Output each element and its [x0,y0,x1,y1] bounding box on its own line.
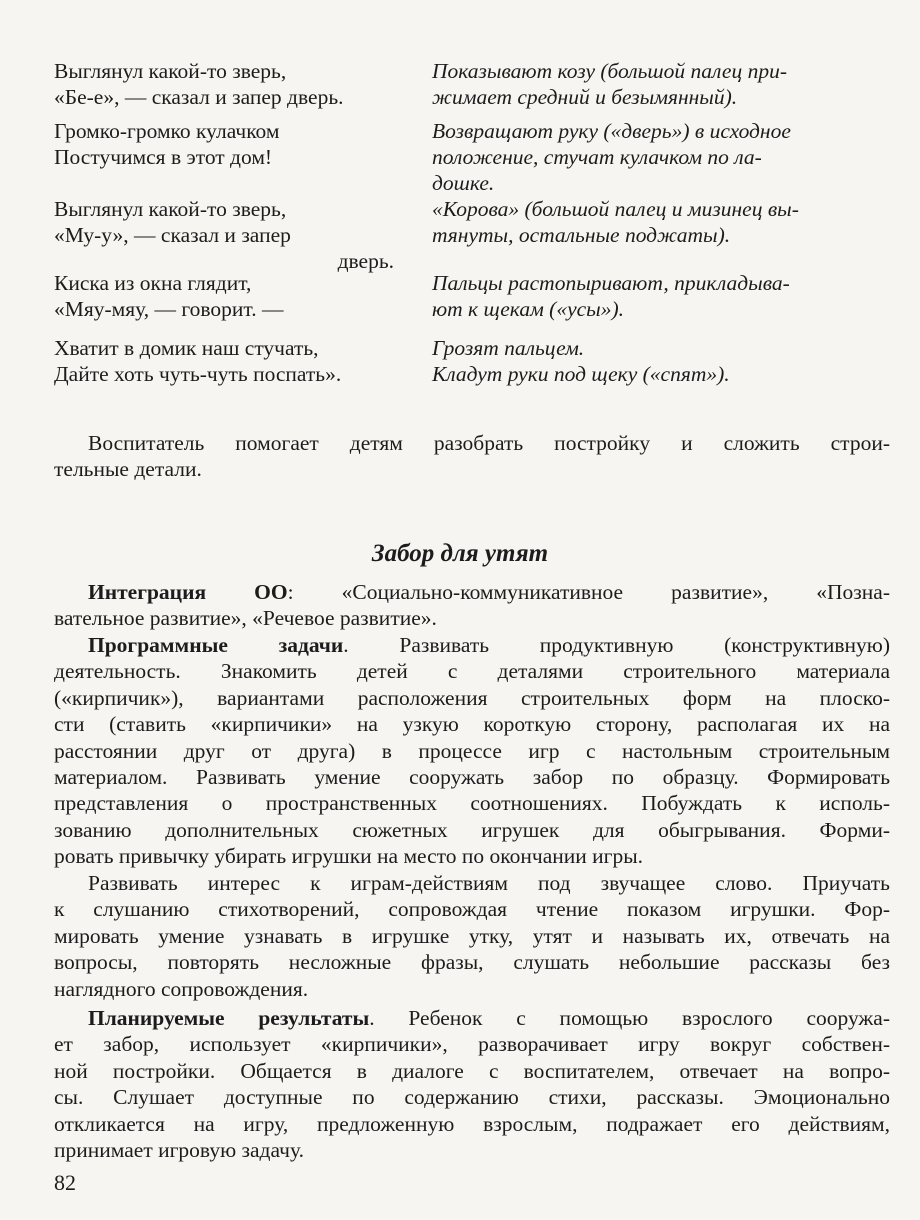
poem-action [432,270,882,322]
paragraph-line: мировать умение узнавать в игрушке утку, утят и называть их, отвечать на [54,923,890,948]
paragraph-line [54,579,890,605]
verse-line: Постучимся в этот дом! [54,145,273,169]
tasks-text: . Развивать продуктивную (конструктивную) [343,633,890,657]
tasks-label: Программные задачи [88,633,344,657]
paragraph-line: вательное развитие», «Речевое развитие». [54,606,437,631]
paragraph-line: зованию дополнительных сюжетных игрушек для обыгрывания. Форми- [54,817,890,842]
paragraph-line: ной постройки. Общается в диалоге с воспитателем, отвечает на вопро- [54,1058,890,1083]
verse-line: Выглянул какой-то зверь, [54,197,287,221]
paragraph-line: Развивать интерес к играм-действиям под звучащее слово. Приучать [88,871,890,895]
action-line: Грозят пальцем. [432,336,585,360]
paragraph-line: сы. Слушает доступные по содержанию стихи, рассказы. Эмоционально [54,1085,890,1110]
verse-line: «Бе-е», — сказал и запер дверь. [54,85,344,109]
results-paragraph [54,1005,890,1163]
paragraph-line: деятельность. Знакомить детей с деталями строительного материала [54,659,890,684]
results-label: Планируемые результаты [88,1006,370,1030]
verse-line: «Му-у», — сказал и запер [54,223,291,247]
verse-line: Выглянул какой-то зверь, [54,59,287,83]
action-line: Показывают козу (большой палец при- [432,59,788,83]
paragraph-line: представления о пространственных соотношениях. Побуждать к исполь- [54,791,890,816]
paragraph-line: материалом. Развивать умение сооружать забор по образцу. Формировать [54,765,890,790]
paragraph-line: к слушанию стихотворений, сопровождая чтение показом игрушки. Фор- [54,897,890,922]
paragraph-line: ровать привычку убирать игрушки на место по окончании игры. [54,844,644,869]
paragraph-line [54,632,890,658]
action-line: ют к щекам («усы»). [432,297,625,321]
action-line: жимает средний и безымянный). [432,85,738,109]
verse-line: дверь. [337,249,394,273]
section-title: Забор для утят [371,540,549,567]
action-line: положение, стучат кулачком по ла- [432,145,762,169]
poem-action [432,196,882,248]
paragraph-line: откликается на игру, предложенную взрослым, подражает его действиям, [54,1111,890,1136]
action-line: Возвращают руку («дверь») в исходное [432,119,791,143]
page-number: 82 [54,1170,76,1195]
verse-line: Киска из окна глядит, [54,271,252,295]
action-line: Кладут руки под щеку («спят»). [432,362,730,386]
action-line: тянуты, остальные поджаты). [432,223,731,247]
interest-paragraph [54,870,890,1002]
paragraph-line: Воспитатель помогает детям разобрать постройку и сложить строи- [88,431,890,455]
poem-verse [54,118,414,170]
paragraph-line: («кирпичик»), вариантами расположения строительных форм на плоско- [54,685,890,710]
action-line: Пальцы растопыривают, прикладыва- [432,271,790,295]
integration-paragraph [54,579,890,632]
verse-line: Дайте хоть чуть-чуть поспать». [54,362,342,386]
paragraph-line [54,1005,890,1031]
paragraph-line: сти (ставить «кирпичики» на узкую короткую сторону, располагая их на [54,712,890,737]
integration-text: : «Социально-коммуникативное развитие», «Позна- [287,580,890,604]
poem-action [432,118,882,196]
paragraph-line: расстоянии друг от друга) в процессе игр с настольным строительным [54,738,890,763]
paragraph-line: принимает игровую задачу. [54,1138,304,1163]
poem-verse [54,270,414,322]
verse-line: Громко-громко кулачком [54,119,280,143]
poem-action [432,58,882,110]
verse-line: Хватит в домик наш стучать, [54,336,319,360]
integration-label: Интеграция ОО [88,580,288,604]
poem-verse [54,58,414,110]
poem-verse [54,196,414,274]
poem-action [432,335,882,387]
paragraph-line: ет забор, использует «кирпичики», разворачивает игру вокруг собствен- [54,1032,890,1057]
tasks-paragraph [54,632,890,870]
paragraph-line: вопросы, повторять несложные фразы, слушать небольшие рассказы без [54,950,890,975]
verse-line: «Мяу-мяу, — говорит. — [54,297,284,321]
paragraph-line: тельные детали. [54,457,202,482]
results-text: . Ребенок с помощью взрослого сооружа- [369,1006,890,1030]
paragraph-line: наглядного сопровождения. [54,976,309,1001]
action-line: дошке. [432,171,495,195]
action-line: «Корова» (большой палец и мизинец вы- [432,197,799,221]
poem-verse [54,335,414,387]
closing-paragraph [54,430,890,483]
